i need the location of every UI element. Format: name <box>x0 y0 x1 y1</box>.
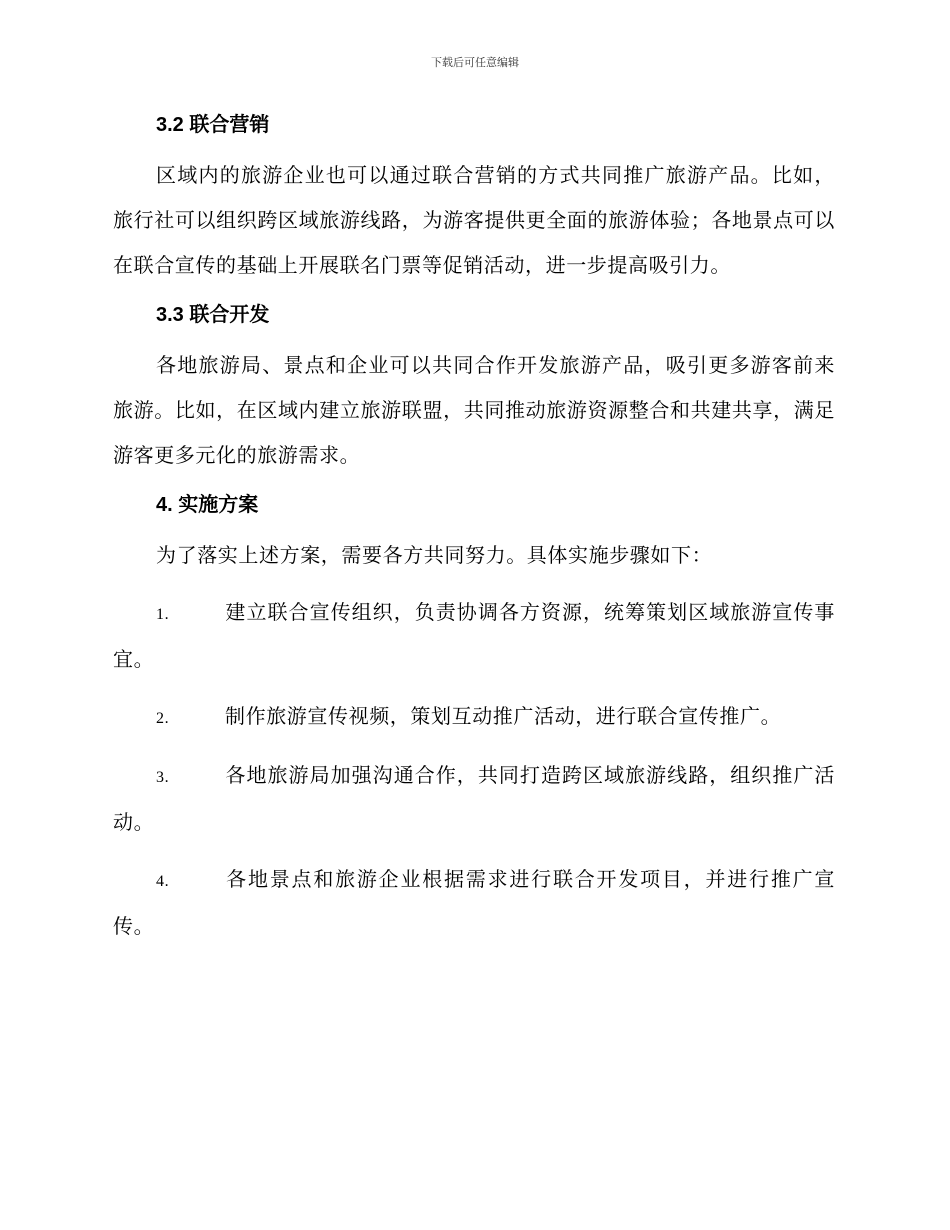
list-item-number: 1. <box>156 606 170 623</box>
header-note: 下载后可任意编辑 <box>431 56 519 69</box>
list-item-text: 建立联合宣传组织，负责协调各方资源，统筹策划区域旅游宣传事宜。 <box>113 600 835 671</box>
section-paragraph-3-3: 各地旅游局、景点和企业可以共同合作开发旅游产品，吸引更多游客前来旅游。比如，在区域内建立旅游联盟，共同推动旅游资源整合和共建共享，满足游客更多元化的旅游需求。 <box>113 353 835 467</box>
list-item-number: 4. <box>156 873 170 890</box>
list-item <box>113 753 835 845</box>
list-item <box>113 590 835 682</box>
list-item-text: 各地景点和旅游企业根据需求进行联合开发项目，并进行推广宣传。 <box>113 867 835 938</box>
list-item <box>113 857 835 949</box>
list-item-text: 各地旅游局加强沟通合作，共同打造跨区域旅游线路，组织推广活动。 <box>113 763 835 834</box>
section-intro-4: 为了落实上述方案，需要各方共同努力。具体实施步骤如下： <box>156 543 713 567</box>
list-item-number: 2. <box>156 710 170 727</box>
section-paragraph-3-2: 区域内的旅游企业也可以通过联合营销的方式共同推广旅游产品。比如，旅行社可以组织跨区域旅游线路，为游客提供更全面的旅游体验；各地景点可以在联合宣传的基础上开展联名门票等促销活动，进一步提高吸引力。 <box>113 163 835 277</box>
list-item-text: 制作旅游宣传视频，策划互动推广活动，进行联合宣传推广。 <box>225 704 782 728</box>
section-heading-4: 4. 实施方案 <box>156 494 259 516</box>
section-heading-3-3: 3.3 联合开发 <box>156 304 270 326</box>
list-item <box>113 694 835 741</box>
section-heading-3-2: 3.2 联合营销 <box>156 114 270 136</box>
list-item-number: 3. <box>156 769 170 786</box>
document-body <box>113 110 835 961</box>
